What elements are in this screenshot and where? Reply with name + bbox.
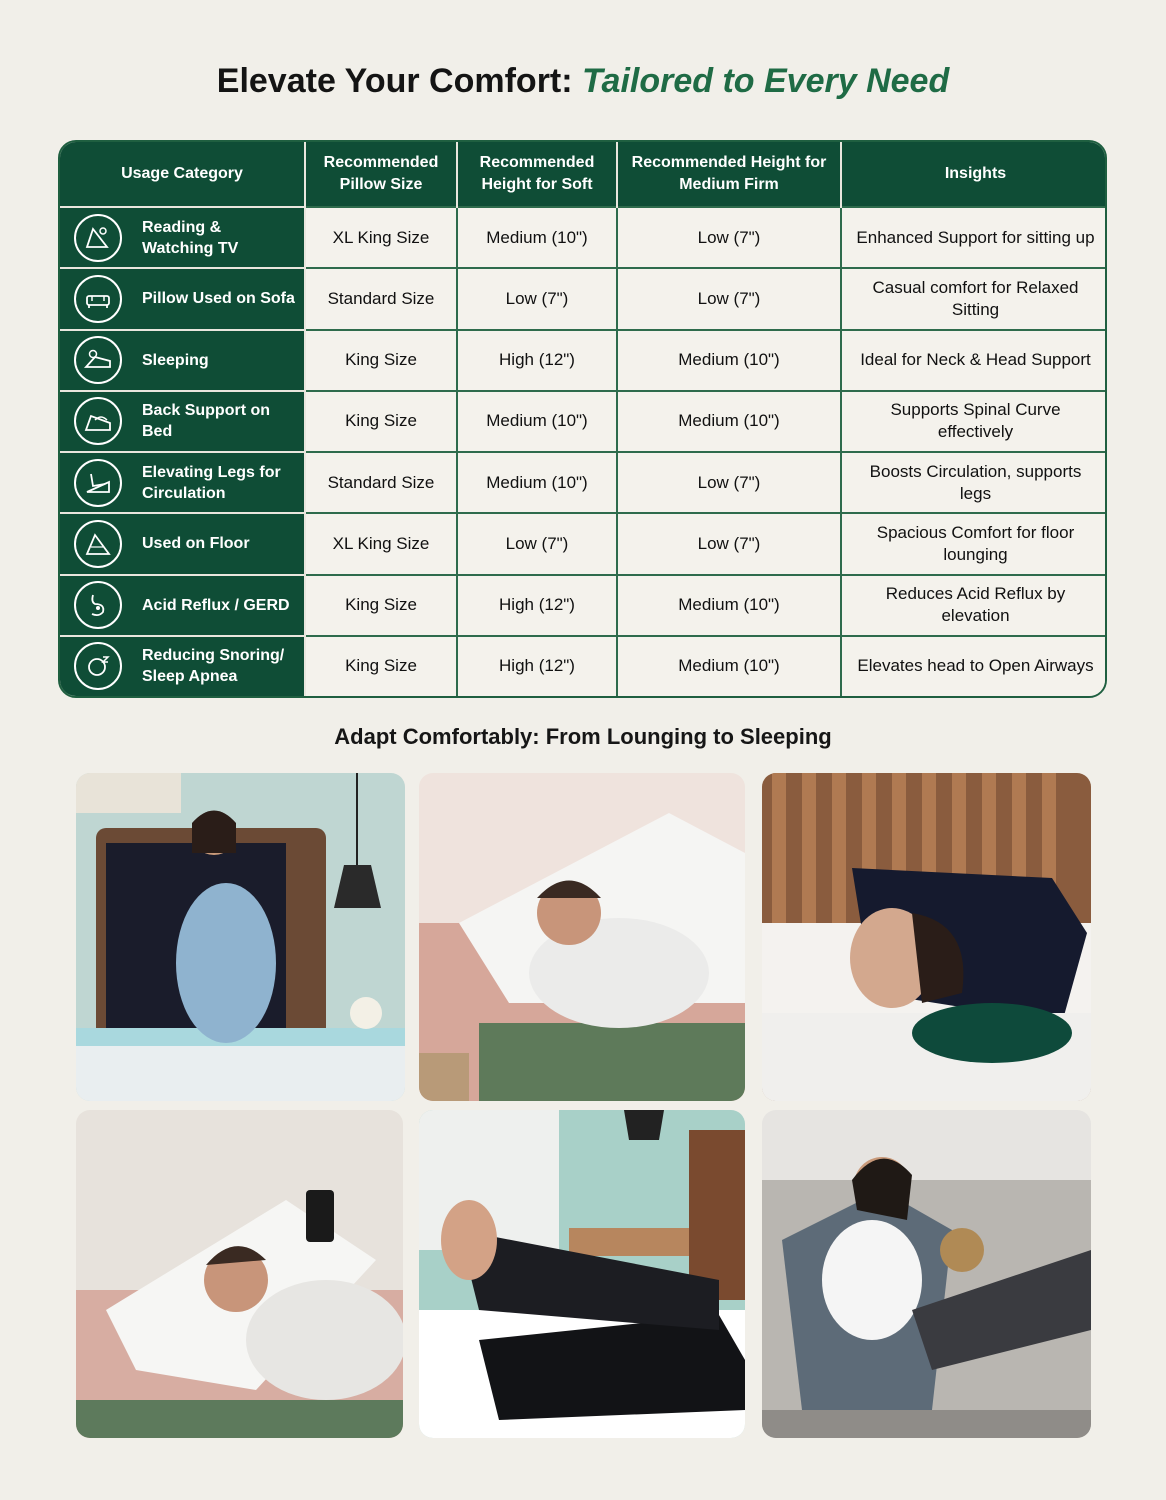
header-usage-category: Usage Category <box>60 142 305 207</box>
insight-cell: Supports Spinal Curve effectively <box>841 391 1107 452</box>
height-medium-firm-cell: Low (7") <box>617 513 841 574</box>
height-medium-firm-cell: Low (7") <box>617 268 841 329</box>
pillow-size-cell: King Size <box>305 330 457 391</box>
photo-woman-navy-wedge <box>762 773 1091 1101</box>
sleeping-icon <box>74 336 122 384</box>
insight-cell: Enhanced Support for sitting up <box>841 207 1107 268</box>
comparison-table <box>58 140 1107 698</box>
pillow-size-cell: Standard Size <box>305 452 457 513</box>
pillow-size-cell: XL King Size <box>305 207 457 268</box>
insight-cell: Ideal for Neck & Head Support <box>841 330 1107 391</box>
photo-man-phone-wedge <box>76 1110 403 1438</box>
insight-cell: Elevates head to Open Airways <box>841 636 1107 696</box>
insight-cell: Reduces Acid Reflux by elevation <box>841 575 1107 636</box>
usage-category-label: Pillow Used on Sofa <box>142 290 295 308</box>
snoring-icon <box>74 642 122 690</box>
table-row <box>60 636 1107 696</box>
photo-woman-reading-bed <box>76 773 405 1101</box>
height-soft-cell: Medium (10") <box>457 207 617 268</box>
height-medium-firm-cell: Low (7") <box>617 207 841 268</box>
header-height-medium-firm: Recommended Height for Medium Firm <box>617 142 841 207</box>
height-medium-firm-cell: Medium (10") <box>617 330 841 391</box>
header-insights: Insights <box>841 142 1107 207</box>
pillow-size-cell: King Size <box>305 636 457 696</box>
usage-category-cell <box>60 513 305 574</box>
table-row <box>60 268 1107 329</box>
table-row <box>60 330 1107 391</box>
page-title <box>0 62 1166 101</box>
photo-woman-gray-backrest <box>762 1110 1091 1438</box>
usage-category-cell <box>60 207 305 268</box>
usage-category-label: Back Support on Bed <box>142 402 271 441</box>
height-medium-firm-cell: Low (7") <box>617 452 841 513</box>
insight-cell: Casual comfort for Relaxed Sitting <box>841 268 1107 329</box>
height-soft-cell: High (12") <box>457 636 617 696</box>
sofa-icon <box>74 275 122 323</box>
usage-category-cell <box>60 268 305 329</box>
usage-category-cell <box>60 575 305 636</box>
height-soft-cell: Low (7") <box>457 513 617 574</box>
usage-category-label: Acid Reflux / GERD <box>142 596 290 614</box>
usage-category-cell <box>60 391 305 452</box>
header-pillow-size: Recommended Pillow Size <box>305 142 457 207</box>
header-height-soft: Recommended Height for Soft <box>457 142 617 207</box>
insight-cell: Boosts Circulation, supports legs <box>841 452 1107 513</box>
usage-category-label: Elevating Legs for Circulation <box>142 463 281 502</box>
table-row <box>60 575 1107 636</box>
usage-category-label: Reducing Snoring/ Sleep Apnea <box>142 647 285 686</box>
height-medium-firm-cell: Medium (10") <box>617 636 841 696</box>
pillow-size-cell: XL King Size <box>305 513 457 574</box>
photo-man-sleeping-wedge <box>419 773 745 1101</box>
wedge-reading-icon <box>74 214 122 262</box>
back-support-icon <box>74 397 122 445</box>
table-row <box>60 513 1107 574</box>
height-medium-firm-cell: Medium (10") <box>617 575 841 636</box>
table-row <box>60 391 1107 452</box>
photo-legs-elevated <box>419 1110 745 1438</box>
usage-category-cell <box>60 636 305 696</box>
title-main: Elevate Your Comfort: <box>216 62 583 100</box>
usage-category-cell <box>60 452 305 513</box>
leg-elevation-icon <box>74 459 122 507</box>
table-row <box>60 452 1107 513</box>
floor-wedge-icon <box>74 520 122 568</box>
gallery-title: Adapt Comfortably: From Lounging to Sleeping <box>334 724 832 749</box>
table-header-row <box>60 142 1107 207</box>
pillow-size-cell: Standard Size <box>305 268 457 329</box>
height-soft-cell: Medium (10") <box>457 391 617 452</box>
height-medium-firm-cell: Medium (10") <box>617 391 841 452</box>
table-row <box>60 207 1107 268</box>
title-accent: Tailored to Every Need <box>582 62 950 100</box>
usage-category-label: Reading & Watching TV <box>142 218 239 257</box>
pillow-size-cell: King Size <box>305 575 457 636</box>
usage-category-label: Used on Floor <box>142 535 250 553</box>
insight-cell: Spacious Comfort for floor lounging <box>841 513 1107 574</box>
usage-category-cell <box>60 330 305 391</box>
height-soft-cell: High (12") <box>457 330 617 391</box>
pillow-size-cell: King Size <box>305 391 457 452</box>
height-soft-cell: Low (7") <box>457 268 617 329</box>
height-soft-cell: High (12") <box>457 575 617 636</box>
stomach-icon <box>74 581 122 629</box>
usage-category-label: Sleeping <box>142 351 209 369</box>
height-soft-cell: Medium (10") <box>457 452 617 513</box>
